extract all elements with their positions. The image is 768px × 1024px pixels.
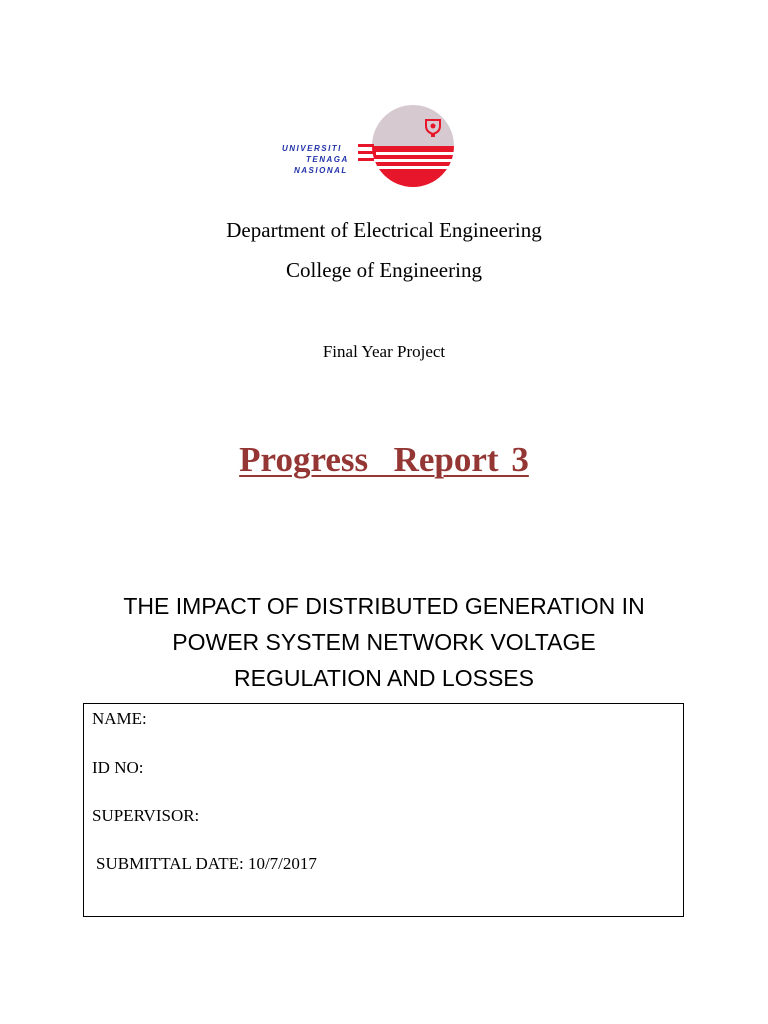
report-title-text: Progress Report 3 [239, 440, 529, 479]
logo-stripe-left [358, 158, 374, 161]
student-info-box [83, 703, 684, 917]
logo-stripe [374, 159, 456, 162]
thesis-title-line-2: POWER SYSTEM NETWORK VOLTAGE [172, 629, 596, 655]
logo-stripe-left [358, 151, 374, 154]
logo-text-line-2: TENAGA [306, 155, 349, 164]
logo-text-line-3: NASIONAL [294, 166, 348, 175]
logo-stripe [373, 166, 455, 169]
submittal-date: SUBMITTAL DATE: 10/7/2017 [96, 854, 317, 873]
thesis-title-line-3: REGULATION AND LOSSES [234, 665, 534, 691]
logo-stripe [376, 152, 456, 155]
thesis-title-line-1: THE IMPACT OF DISTRIBUTED GENERATION IN [123, 593, 645, 619]
thesis-title [0, 588, 768, 696]
college-name: College of Engineering [286, 258, 482, 282]
university-logo [276, 104, 458, 188]
project-type: Final Year Project [322, 342, 446, 361]
name-label: NAME: [92, 709, 147, 728]
id-label: ID NO: [92, 758, 144, 777]
report-title [0, 438, 768, 482]
logo-text-line-1: UNIVERSITI [282, 144, 342, 153]
supervisor-label: SUPERVISOR: [92, 806, 200, 825]
logo-stripe-left [358, 144, 374, 147]
department-name: Department of Electrical Engineering [226, 218, 542, 242]
